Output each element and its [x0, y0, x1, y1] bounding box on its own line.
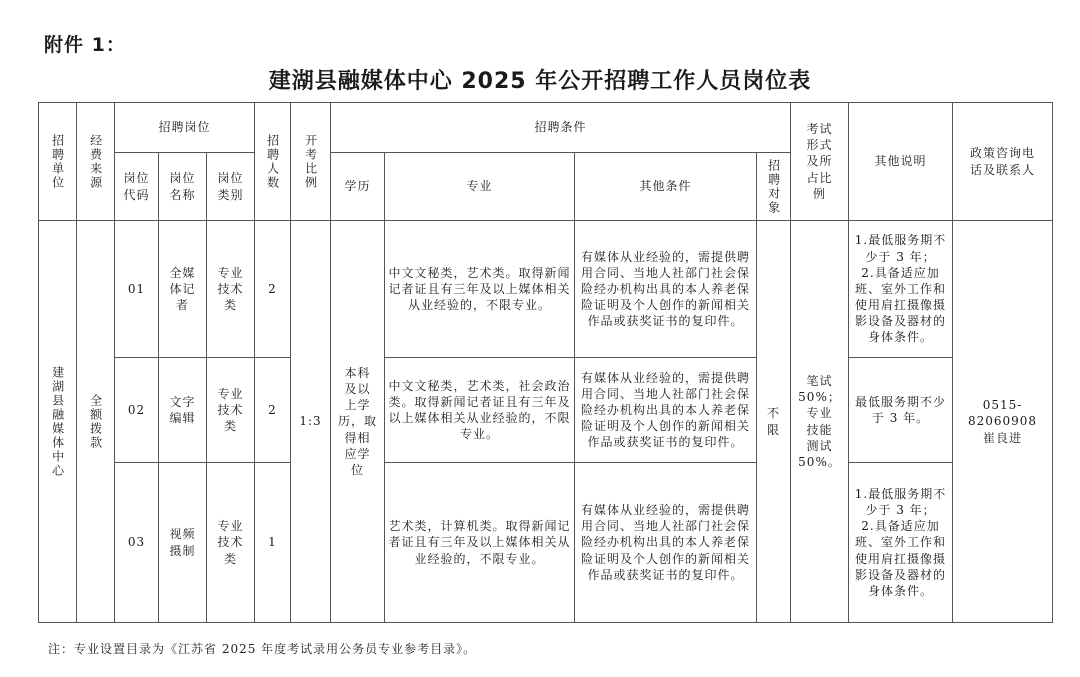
unit-cell: 建湖县融媒体中心 [39, 221, 77, 623]
page-title: 建湖县融媒体中心 2025 年公开招聘工作人员岗位表 [268, 69, 812, 94]
notes-cell: 1.最低服务期不少于 3 年； 2.具备适应加班、室外工作和使用肩扛摄像摄影设备及器材的身体条件。 [849, 221, 953, 358]
name-cell: 视频 摄制 [159, 463, 207, 623]
header-conditions: 招聘条件 [331, 103, 791, 153]
table-row [39, 358, 1053, 463]
ratio-cell: 1:3 [291, 221, 331, 623]
name-cell: 全媒 体记 者 [159, 221, 207, 358]
code-cell: 02 [115, 358, 159, 463]
header-exam: 考试 形式 及所 占比 例 [791, 103, 849, 221]
notes-cell: 最低服务期不少于 3 年。 [849, 358, 953, 463]
other-conditions-cell: 有媒体从业经验的，需提供聘用合同、当地人社部门社会保险经办机构出具的本人养老保险证明及个人创作的新闻相关作品或获奖证书的复印件。 [575, 358, 757, 463]
contact-person: 崔良进 [983, 430, 1023, 445]
notes-cell: 1.最低服务期不少于 3 年； 2.具备适应加班、室外工作和使用肩扛摄像摄影设备及器材的身体条件。 [849, 463, 953, 623]
header-education: 学历 [331, 153, 385, 221]
count-cell: 2 [255, 221, 291, 358]
education-cell: 本科 及以 上学 历，取 得相 应学 位 [331, 221, 385, 623]
exam-cell: 笔试 50%； 专业 技能 测试 50%。 [791, 221, 849, 623]
count-cell: 1 [255, 463, 291, 623]
header-notes: 其他说明 [849, 103, 953, 221]
table-row [39, 463, 1053, 623]
header-count: 招聘人数 [255, 103, 291, 221]
header-funding: 经费来源 [77, 103, 115, 221]
other-conditions-cell: 有媒体从业经验的，需提供聘用合同、当地人社部门社会保险经办机构出具的本人养老保险证明及个人创作的新闻相关作品或获奖证书的复印件。 [575, 221, 757, 358]
major-cell: 中文文秘类，艺术类，社会政治类。取得新闻记者证且有三年及以上媒体相关从业经验的，不限专业。 [385, 358, 575, 463]
category-cell: 专业 技术 类 [207, 358, 255, 463]
category-cell: 专业 技术 类 [207, 221, 255, 358]
header-contact: 政策咨询电 话及联系人 [953, 103, 1053, 221]
count-cell: 2 [255, 358, 291, 463]
code-cell: 01 [115, 221, 159, 358]
code-cell: 03 [115, 463, 159, 623]
position-table [38, 102, 1053, 623]
footnote: 注：专业设置目录为《江苏省 2025 年度考试录用公务员专业参考目录》。 [48, 642, 477, 656]
header-major: 专业 [385, 153, 575, 221]
header-ratio: 开考比例 [291, 103, 331, 221]
contact-cell [953, 221, 1053, 623]
header-target: 招聘对象 [757, 153, 791, 221]
major-cell: 中文文秘类，艺术类。取得新闻记者证且有三年及以上媒体相关从业经验的，不限专业。 [385, 221, 575, 358]
target-cell: 不 限 [757, 221, 791, 623]
header-code: 岗位 代码 [115, 153, 159, 221]
major-cell: 艺术类，计算机类。取得新闻记者证且有三年及以上媒体相关从业经验的，不限专业。 [385, 463, 575, 623]
header-other: 其他条件 [575, 153, 757, 221]
other-conditions-cell: 有媒体从业经验的，需提供聘用合同、当地人社部门社会保险经办机构出具的本人养老保险证明及个人创作的新闻相关作品或获奖证书的复印件。 [575, 463, 757, 623]
header-unit: 招聘单位 [39, 103, 77, 221]
header-position-group: 招聘岗位 [115, 103, 255, 153]
attachment-label: 附件 1： [44, 34, 126, 56]
category-cell: 专业 技术 类 [207, 463, 255, 623]
header-name: 岗位 名称 [159, 153, 207, 221]
contact-phone: 0515- 82060908 [967, 398, 1038, 429]
name-cell: 文字 编辑 [159, 358, 207, 463]
funding-cell: 全额拨款 [77, 221, 115, 623]
header-category: 岗位 类别 [207, 153, 255, 221]
table-row [39, 221, 1053, 358]
